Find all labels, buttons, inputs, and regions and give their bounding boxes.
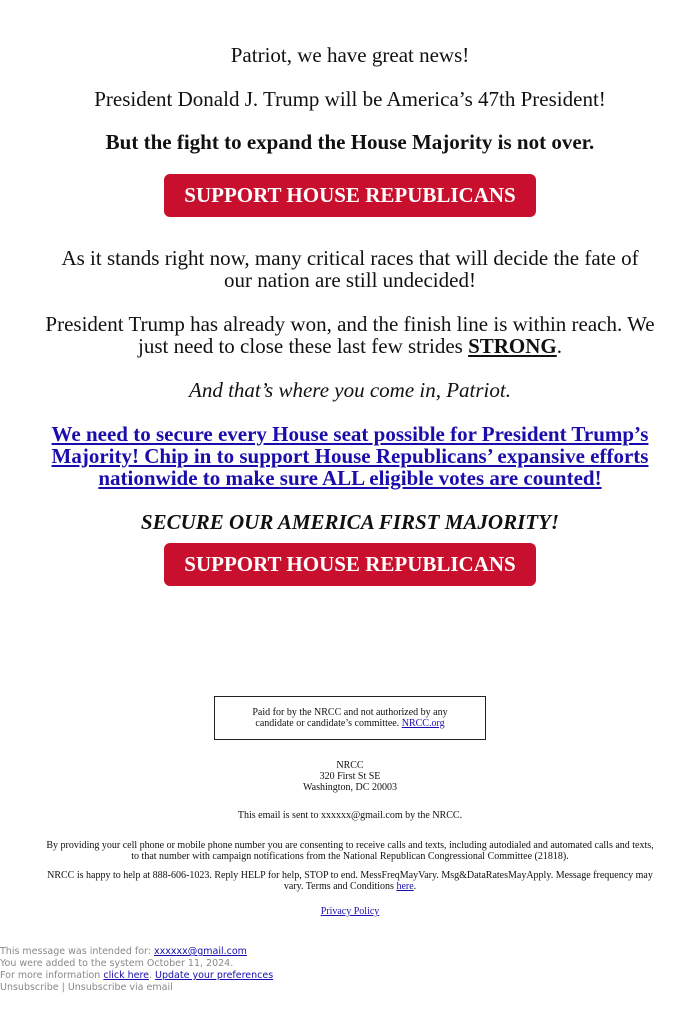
appeal-link[interactable]: We need to secure every House seat possible for President Trump’s Majority! Chip in to support House Republicans’ expansive efforts nationwide to make sure ALL eligible votes are counted! <box>51 422 649 490</box>
help-text: NRCC is happy to help at 888-606-1023. Reply HELP for help, STOP to end. MessFreqMayVary. Msg&DataRatesMayApply. Message frequency may vary. Terms and Conditions here. <box>47 870 653 892</box>
legal <box>0 840 700 917</box>
announcement: President Donald J. Trump will be America’s 47th President! <box>94 87 606 111</box>
disclaimer-text: Paid for by the NRCC and not authorized by any candidate or candidate’s committee. <box>252 707 448 729</box>
address-line3: Washington, DC 20003 <box>303 782 397 793</box>
more-info-label: For more information <box>0 970 104 981</box>
fight-heading: But the fight to expand the House Majority is not over. <box>105 130 595 154</box>
terms-link[interactable]: here <box>396 881 414 892</box>
greeting: Patriot, we have great news! <box>230 43 470 67</box>
intended-label: This message was intended for: <box>0 946 154 957</box>
nrcc-link[interactable]: NRCC.org <box>401 718 445 729</box>
where-paragraph: And that’s where you come in, Patriot. <box>189 378 511 402</box>
help-body: NRCC is happy to help at 888-606-1023. Reply HELP for help, STOP to end. MessFreqMayVary. Msg&DataRatesMayApply. Message frequency may vary. Terms and Conditions <box>47 870 653 892</box>
support-button-top[interactable]: SUPPORT HOUSE REPUBLICANS <box>164 174 536 217</box>
click-here-link[interactable]: click here <box>103 970 149 981</box>
finish-paragraph <box>45 313 655 357</box>
footer: This message was intended for: xxxxxx@gmail.com You were added to the system October 11, 2024. For more information click here. Update your preferences Unsubscribe | Unsubscribe via email <box>0 946 274 993</box>
disclaimer-box <box>214 696 486 740</box>
finish-text: President Trump has already won, and the finish line is within reach. We just need to close these last few strides <box>45 312 655 358</box>
separator: | <box>58 982 68 993</box>
added-text: You were added to the system October 11, 2024. <box>0 958 234 969</box>
consent-text: By providing your cell phone or mobile phone number you are consenting to receive calls and texts, including autodialed and automated calls and texts, to that number with campaign notifications from the National Republican Congressional Committee (21818). <box>46 840 654 862</box>
races-paragraph: As it stands right now, many critical races that will decide the fate of our nation are still undecided! <box>61 246 639 292</box>
privacy-policy-link[interactable]: Privacy Policy <box>320 906 380 917</box>
sent-to: This email is sent to xxxxxx@gmail.com by the NRCC. <box>237 810 463 821</box>
address <box>0 760 700 793</box>
address-line1: NRCC <box>336 760 364 771</box>
strong-text: STRONG <box>468 334 557 358</box>
unsubscribe-link[interactable]: Unsubscribe <box>0 982 59 993</box>
update-preferences-link[interactable]: Update your preferences <box>155 970 274 981</box>
secure-heading: SECURE OUR AMERICA FIRST MAJORITY! <box>140 510 560 534</box>
unsubscribe-email-link[interactable]: Unsubscribe via email <box>67 982 173 993</box>
finish-period: . <box>556 334 563 358</box>
support-button-bottom[interactable]: SUPPORT HOUSE REPUBLICANS <box>164 543 536 586</box>
email-link[interactable]: xxxxxx@gmail.com <box>154 946 247 957</box>
address-line2: 320 First St SE <box>319 771 381 782</box>
